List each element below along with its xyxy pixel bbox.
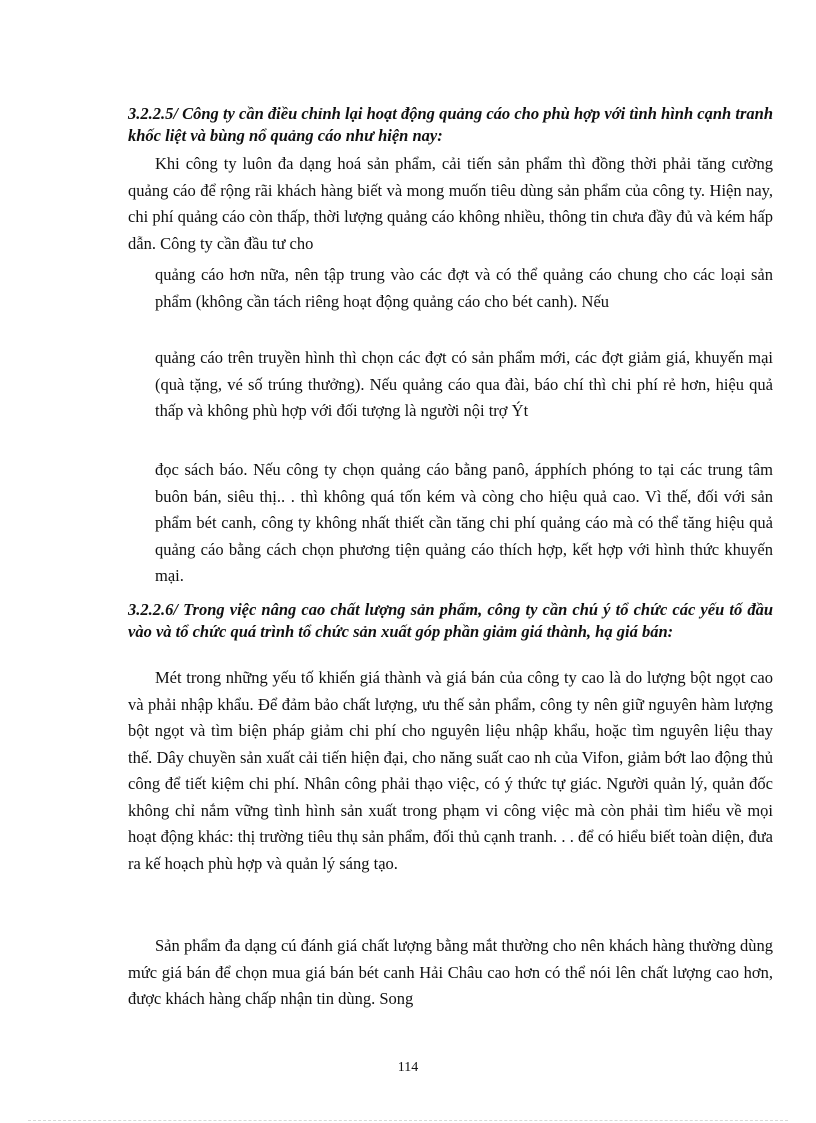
page-number: 114: [397, 1060, 419, 1075]
paragraph: Mét trong những yếu tố khiến giá thành và giá bán của công ty cao là do lượng bột ngọt cao và phải nhập khẩu. Để đảm bảo chất lượng, ưu thế sản phẩm, công ty nên giữ nguyên hàm lượng bột ngọt và tìm biện pháp giảm chi phí cho nguyên liệu nhập khẩu, hoặc tìm nguyên liệu thay thế. Dây chuyền sản xuất cải tiến hiện đại, cho năng suất cao nh của Vifon, giảm bớt lao động thủ công để tiết kiệm chi phí. Nhân công phải thạo việc, có ý thức tự giác. Người quản lý, quản đốc không chỉ nắm vững tình hình sản xuất trong phạm vi công việc mà còn phải tìm hiểu về mọi hoạt động khác: thị trường tiêu thụ sản phẩm, đối thủ cạnh tranh. . . để có hiểu biết toàn diện, đưa ra kế hoạch phù hợp và quản lý sáng tạo.: [128, 668, 773, 873]
page-bottom-rule: [28, 1120, 788, 1121]
paragraph-continuation: đọc sách báo. Nếu công ty chọn quảng cáo bằng panô, ápphích phóng to tại các trung tâm buôn bán, siêu thị.. . thì không quá tốn kém và còng cho hiệu quả cao. Vì thế, đối với sản phẩm bét canh, công ty không nhất thiết cần tăng chi phí quảng cáo mà có thể tăng hiệu quả quảng cáo bằng cách chọn phương tiện quảng cáo thích hợp, kết hợp với hình thức khuyến mại.: [155, 460, 773, 585]
paragraph-continuation: quảng cáo hơn nữa, nên tập trung vào các đợt và có thể quảng cáo chung cho các loại sản phẩm (không cần tách riêng hoạt động quảng cáo cho bét canh). Nếu: [155, 265, 773, 311]
section-heading-3-2-2-6: 3.2.2.6/ Trong việc nâng cao chất lượng sản phẩm, công ty cần chú ý tổ chức các yếu tố đầu vào và tổ chức quá trình tổ chức sản xuất góp phần giảm giá thành, hạ giá bán:: [128, 600, 773, 641]
paragraph: Khi công ty luôn đa dạng hoá sản phẩm, cải tiến sản phẩm thì đồng thời phải tăng cường quảng cáo để rộng rãi khách hàng biết và mong muốn tiêu dùng sản phẩm của công ty. Hiện nay, chi phí quảng cáo còn thấp, thời lượng quảng cáo không nhiều, thông tin chưa đầy đủ và kém hấp dẫn. Công ty cần đầu tư cho: [128, 154, 773, 253]
paragraph-continuation: quảng cáo trên truyền hình thì chọn các đợt có sản phẩm mới, các đợt giảm giá, khuyến mại (quà tặng, vé số trúng thưởng). Nếu quảng cáo qua đài, báo chí thì chi phí rẻ hơn, hiệu quả thấp và không phù hợp với đối tượng là người nội trợ Ýt: [155, 348, 773, 420]
section-heading-3-2-2-5: 3.2.2.5/ Công ty cần điều chỉnh lại hoạt động quảng cáo cho phù hợp với tình hình cạnh tranh khốc liệt và bùng nổ quảng cáo như hiện nay:: [128, 104, 773, 145]
paragraph: Sản phẩm đa dạng cú đánh giá chất lượng bằng mắt thường cho nên khách hàng thường dùng mức giá bán để chọn mua giá bán bét canh Hải Châu cao hơn có thể nói lên chất lượng cao hơn, được khách hàng chấp nhận tin dùng. Song: [128, 936, 773, 1008]
